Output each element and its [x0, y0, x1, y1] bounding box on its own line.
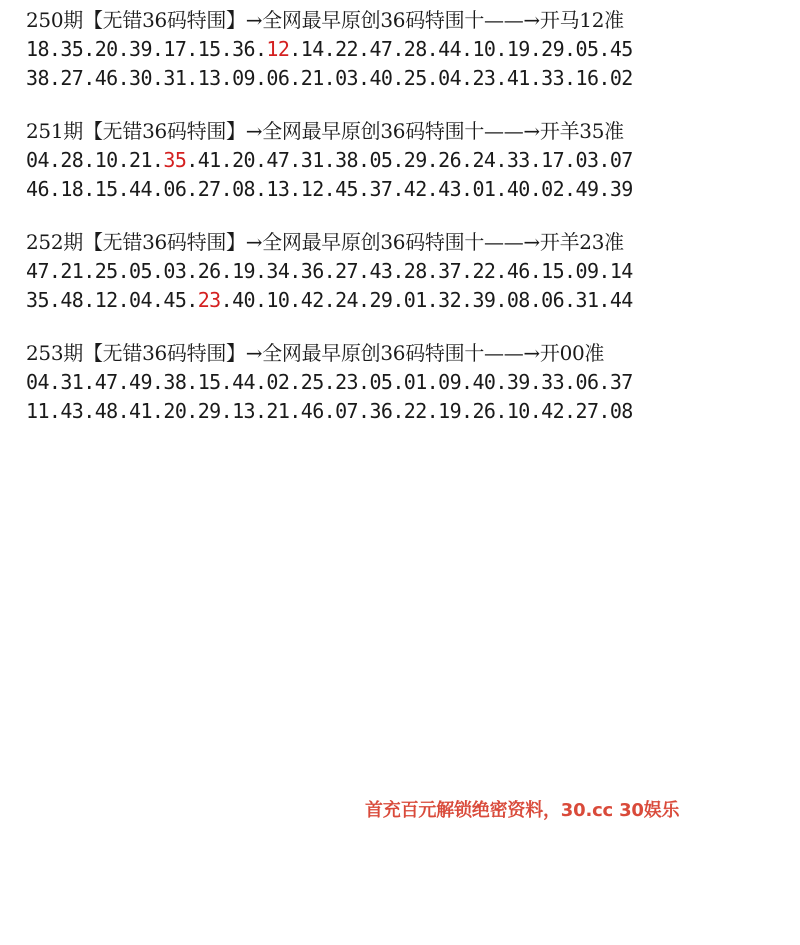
number: 29	[541, 37, 565, 61]
number: 47	[94, 370, 118, 394]
number: 39	[506, 370, 530, 394]
number: 20	[232, 148, 255, 172]
number: 49	[575, 177, 599, 201]
number: 04	[26, 370, 49, 394]
number: 16	[575, 66, 599, 90]
record-block	[26, 228, 796, 315]
number: 46	[94, 66, 118, 90]
number: 26	[472, 399, 496, 423]
number-separator: .	[289, 148, 301, 172]
number: 44	[609, 288, 633, 312]
number: 06	[575, 370, 599, 394]
number-separator: .	[48, 37, 61, 61]
number: 15	[541, 259, 565, 283]
number-separator: .	[117, 399, 130, 423]
number-separator: .	[495, 259, 507, 283]
number-separator: .	[598, 66, 610, 90]
number-separator: .	[323, 66, 336, 90]
number: 22	[472, 259, 496, 283]
number-separator: .	[426, 370, 439, 394]
number-separator: .	[323, 259, 336, 283]
number-separator: .	[495, 399, 507, 423]
promo-text[interactable]: 首充百元解锁绝密资料，30.cc 30娱乐	[365, 800, 680, 821]
number-separator: .	[151, 259, 164, 283]
number: 35	[60, 37, 84, 61]
number-separator: .	[289, 288, 301, 312]
number-separator: .	[117, 148, 130, 172]
number: 17	[163, 37, 187, 61]
number: 40	[369, 66, 393, 90]
number: 33	[541, 370, 565, 394]
number: 21	[129, 148, 152, 172]
number: 40	[472, 370, 496, 394]
number: 27	[60, 66, 84, 90]
number-separator: .	[495, 177, 507, 201]
number-separator: .	[254, 37, 267, 61]
number-separator: .	[48, 288, 61, 312]
number-separator: .	[426, 177, 439, 201]
number: 10	[472, 37, 496, 61]
number-row	[26, 286, 796, 315]
number-separator: .	[564, 259, 576, 283]
number: 31	[60, 370, 84, 394]
number-separator: .	[151, 148, 164, 172]
number-separator: .	[48, 148, 61, 172]
number: 05	[369, 370, 393, 394]
number: 02	[541, 177, 565, 201]
number-separator: .	[83, 259, 95, 283]
number: 43	[60, 399, 84, 423]
number-separator: .	[529, 399, 542, 423]
number: 48	[94, 399, 118, 423]
number-separator: .	[117, 66, 130, 90]
number-separator: .	[254, 148, 267, 172]
number: 13	[232, 399, 255, 423]
number: 47	[266, 148, 290, 172]
number: 45	[163, 288, 187, 312]
record-title: 251期【无错36码特围】→全网最早原创36码特围十——→开羊35准	[26, 119, 624, 143]
number-separator: .	[461, 177, 473, 201]
number: 14	[300, 37, 324, 61]
number: 44	[129, 177, 152, 201]
number: 45	[335, 177, 358, 201]
number: 38	[335, 148, 358, 172]
number: 27	[197, 177, 221, 201]
number-separator: .	[426, 148, 439, 172]
number: 48	[60, 288, 84, 312]
number: 02	[266, 370, 290, 394]
number: 38	[163, 370, 187, 394]
number-separator: .	[186, 399, 198, 423]
number-row	[26, 397, 796, 426]
number: 09	[438, 370, 462, 394]
number: 25	[300, 370, 324, 394]
number: 43	[369, 259, 393, 283]
number: 29	[197, 399, 221, 423]
number: 07	[609, 148, 633, 172]
number: 36	[369, 399, 393, 423]
number-separator: .	[186, 370, 198, 394]
number: 24	[335, 288, 358, 312]
number: 39	[609, 177, 633, 201]
number: 31	[163, 66, 187, 90]
number-separator: .	[392, 370, 404, 394]
number-separator: .	[461, 370, 473, 394]
number-separator: .	[220, 399, 233, 423]
number: 37	[438, 259, 462, 283]
number-separator: .	[564, 399, 576, 423]
number-separator: .	[392, 259, 404, 283]
number-separator: .	[117, 288, 130, 312]
number-separator: .	[83, 66, 95, 90]
record-block	[26, 6, 796, 93]
number-row	[26, 146, 796, 175]
number: 25	[94, 259, 118, 283]
number: 44	[438, 37, 462, 61]
number-separator: .	[323, 370, 336, 394]
number: 38	[26, 66, 49, 90]
number: 30	[129, 66, 152, 90]
number-separator: .	[289, 66, 301, 90]
number-separator: .	[220, 66, 233, 90]
number: 08	[232, 177, 255, 201]
number: 36	[232, 37, 255, 61]
number: 05	[129, 259, 152, 283]
number: 42	[403, 177, 427, 201]
number-separator: .	[117, 370, 130, 394]
number: 01	[403, 370, 427, 394]
number: 19	[438, 399, 462, 423]
number-separator: .	[564, 288, 576, 312]
number-row	[26, 35, 796, 64]
number-separator: .	[323, 177, 336, 201]
number: 03	[163, 259, 187, 283]
number-separator: .	[323, 399, 336, 423]
number: 29	[369, 288, 393, 312]
number-separator: .	[220, 148, 233, 172]
number-separator: .	[151, 37, 164, 61]
number-separator: .	[83, 37, 95, 61]
number: 09	[232, 66, 255, 90]
number-separator: .	[289, 177, 301, 201]
number-separator: .	[117, 259, 130, 283]
number-separator: .	[426, 399, 439, 423]
number-separator: .	[254, 259, 267, 283]
number-separator: .	[357, 399, 370, 423]
number-separator: .	[220, 370, 233, 394]
number-separator: .	[529, 148, 542, 172]
number-separator: .	[289, 399, 301, 423]
number-separator: .	[151, 177, 164, 201]
number-separator: .	[357, 288, 370, 312]
number: 40	[232, 288, 255, 312]
number: 01	[472, 177, 496, 201]
number: 10	[266, 288, 290, 312]
number-separator: .	[598, 37, 610, 61]
number-separator: .	[186, 37, 198, 61]
number: 25	[403, 66, 427, 90]
number-separator: .	[392, 37, 404, 61]
highlighted-number: 35	[163, 148, 187, 172]
number-row	[26, 257, 796, 286]
number-separator: .	[598, 288, 610, 312]
number-separator: .	[186, 259, 198, 283]
number-separator: .	[529, 37, 542, 61]
number-separator: .	[598, 370, 610, 394]
number-row	[26, 175, 796, 204]
number: 44	[232, 370, 255, 394]
number: 02	[609, 66, 633, 90]
number-separator: .	[426, 288, 439, 312]
number-separator: .	[357, 37, 370, 61]
number: 04	[438, 66, 462, 90]
number: 37	[369, 177, 393, 201]
number: 12	[94, 288, 118, 312]
number-separator: .	[392, 399, 404, 423]
number: 04	[129, 288, 152, 312]
number-separator: .	[220, 288, 233, 312]
number: 20	[163, 399, 187, 423]
number: 34	[266, 259, 290, 283]
number: 26	[197, 259, 221, 283]
number: 45	[609, 37, 633, 61]
number-separator: .	[461, 66, 473, 90]
number: 13	[197, 66, 221, 90]
number-separator: .	[83, 288, 95, 312]
number-separator: .	[48, 66, 61, 90]
number: 23	[335, 370, 358, 394]
number-separator: .	[426, 259, 439, 283]
number: 12	[300, 177, 324, 201]
highlighted-number: 23	[197, 288, 221, 312]
number: 27	[575, 399, 599, 423]
number-separator: .	[461, 37, 473, 61]
number-separator: .	[357, 259, 370, 283]
number: 05	[575, 37, 599, 61]
number-separator: .	[529, 288, 542, 312]
number-separator: .	[186, 177, 198, 201]
number: 20	[94, 37, 118, 61]
number: 37	[609, 370, 633, 394]
number: 08	[609, 399, 633, 423]
number-separator: .	[83, 177, 95, 201]
number: 15	[94, 177, 118, 201]
number: 47	[369, 37, 393, 61]
number: 29	[403, 148, 427, 172]
number: 21	[60, 259, 84, 283]
number: 09	[575, 259, 599, 283]
number-separator: .	[495, 66, 507, 90]
number-separator: .	[254, 177, 267, 201]
number: 14	[609, 259, 633, 283]
record-title: 250期【无错36码特围】→全网最早原创36码特围十——→开马12准	[26, 8, 624, 32]
number-separator: .	[495, 37, 507, 61]
number: 35	[26, 288, 49, 312]
number: 15	[197, 370, 221, 394]
number: 06	[541, 288, 565, 312]
number: 24	[472, 148, 496, 172]
number: 23	[472, 66, 496, 90]
number: 28	[403, 37, 427, 61]
number-separator: .	[254, 66, 267, 90]
number: 40	[506, 177, 530, 201]
number: 31	[575, 288, 599, 312]
number: 31	[300, 148, 324, 172]
number-separator: .	[220, 177, 233, 201]
number-separator: .	[426, 37, 439, 61]
number-separator: .	[83, 148, 95, 172]
number-separator: .	[357, 177, 370, 201]
number-separator: .	[357, 370, 370, 394]
number-separator: .	[564, 66, 576, 90]
number: 18	[26, 37, 49, 61]
number-separator: .	[48, 259, 61, 283]
number-separator: .	[83, 370, 95, 394]
number: 47	[26, 259, 49, 283]
number: 06	[163, 177, 187, 201]
number: 07	[335, 399, 358, 423]
number: 17	[541, 148, 565, 172]
number: 33	[506, 148, 530, 172]
number-separator: .	[48, 370, 61, 394]
number: 26	[438, 148, 462, 172]
number-separator: .	[461, 288, 473, 312]
number: 39	[472, 288, 496, 312]
number-separator: .	[323, 148, 336, 172]
number-separator: .	[598, 177, 610, 201]
number: 49	[129, 370, 152, 394]
number-separator: .	[254, 399, 267, 423]
number-separator: .	[323, 288, 336, 312]
number: 42	[541, 399, 565, 423]
number-separator: .	[598, 399, 610, 423]
number-separator: .	[529, 370, 542, 394]
number-separator: .	[392, 177, 404, 201]
number: 03	[335, 66, 358, 90]
number-separator: .	[392, 148, 404, 172]
records-list	[26, 6, 796, 450]
number: 32	[438, 288, 462, 312]
number-separator: .	[289, 370, 301, 394]
number-separator: .	[564, 37, 576, 61]
number: 41	[506, 66, 530, 90]
number-separator: .	[426, 66, 439, 90]
number: 11	[26, 399, 49, 423]
number: 28	[403, 259, 427, 283]
number: 39	[129, 37, 152, 61]
number-separator: .	[220, 259, 233, 283]
number-separator: .	[289, 259, 301, 283]
number: 22	[335, 37, 358, 61]
number: 03	[575, 148, 599, 172]
number: 46	[506, 259, 530, 283]
number: 05	[369, 148, 393, 172]
number: 19	[232, 259, 255, 283]
number: 46	[26, 177, 49, 201]
number: 41	[197, 148, 221, 172]
number-separator: .	[461, 148, 473, 172]
number: 04	[26, 148, 49, 172]
number: 33	[541, 66, 565, 90]
number-separator: .	[495, 288, 507, 312]
number-separator: .	[117, 177, 130, 201]
record-title: 253期【无错36码特围】→全网最早原创36码特围十——→开00准	[26, 341, 605, 365]
number-separator: .	[392, 288, 404, 312]
number-separator: .	[598, 148, 610, 172]
number-separator: .	[151, 370, 164, 394]
number-separator: .	[392, 66, 404, 90]
number: 18	[60, 177, 84, 201]
number: 27	[335, 259, 358, 283]
number-separator: .	[461, 399, 473, 423]
number: 13	[266, 177, 290, 201]
number: 19	[506, 37, 530, 61]
number-separator: .	[186, 148, 198, 172]
number-separator: .	[48, 399, 61, 423]
number-separator: .	[529, 66, 542, 90]
number-separator: .	[357, 66, 370, 90]
record-block	[26, 339, 796, 426]
number: 21	[300, 66, 324, 90]
number-separator: .	[598, 259, 610, 283]
number-separator: .	[564, 148, 576, 172]
number-separator: .	[48, 177, 61, 201]
number-separator: .	[151, 288, 164, 312]
number-separator: .	[220, 37, 233, 61]
number-separator: .	[357, 148, 370, 172]
number-separator: .	[461, 259, 473, 283]
number: 06	[266, 66, 290, 90]
number-separator: .	[529, 259, 542, 283]
number: 10	[506, 399, 530, 423]
number-separator: .	[186, 288, 198, 312]
number: 10	[94, 148, 118, 172]
number: 43	[438, 177, 462, 201]
number-separator: .	[117, 37, 130, 61]
number-separator: .	[529, 177, 542, 201]
number-separator: .	[151, 399, 164, 423]
number-separator: .	[254, 370, 267, 394]
number: 08	[506, 288, 530, 312]
number-separator: .	[151, 66, 164, 90]
number-separator: .	[83, 399, 95, 423]
number-separator: .	[495, 370, 507, 394]
number-row	[26, 64, 796, 93]
number: 46	[300, 399, 324, 423]
number-row	[26, 368, 796, 397]
number: 42	[300, 288, 324, 312]
number: 41	[129, 399, 152, 423]
number: 01	[403, 288, 427, 312]
number-separator: .	[564, 177, 576, 201]
number-separator: .	[186, 66, 198, 90]
number: 21	[266, 399, 290, 423]
number: 28	[60, 148, 84, 172]
number-separator: .	[323, 37, 336, 61]
record-block	[26, 117, 796, 204]
highlighted-number: 12	[266, 37, 290, 61]
number-separator: .	[289, 37, 301, 61]
number-separator: .	[254, 288, 267, 312]
number-separator: .	[564, 370, 576, 394]
number: 22	[403, 399, 427, 423]
number-separator: .	[495, 148, 507, 172]
number: 36	[300, 259, 324, 283]
number: 15	[197, 37, 221, 61]
record-title: 252期【无错36码特围】→全网最早原创36码特围十——→开羊23准	[26, 230, 624, 254]
